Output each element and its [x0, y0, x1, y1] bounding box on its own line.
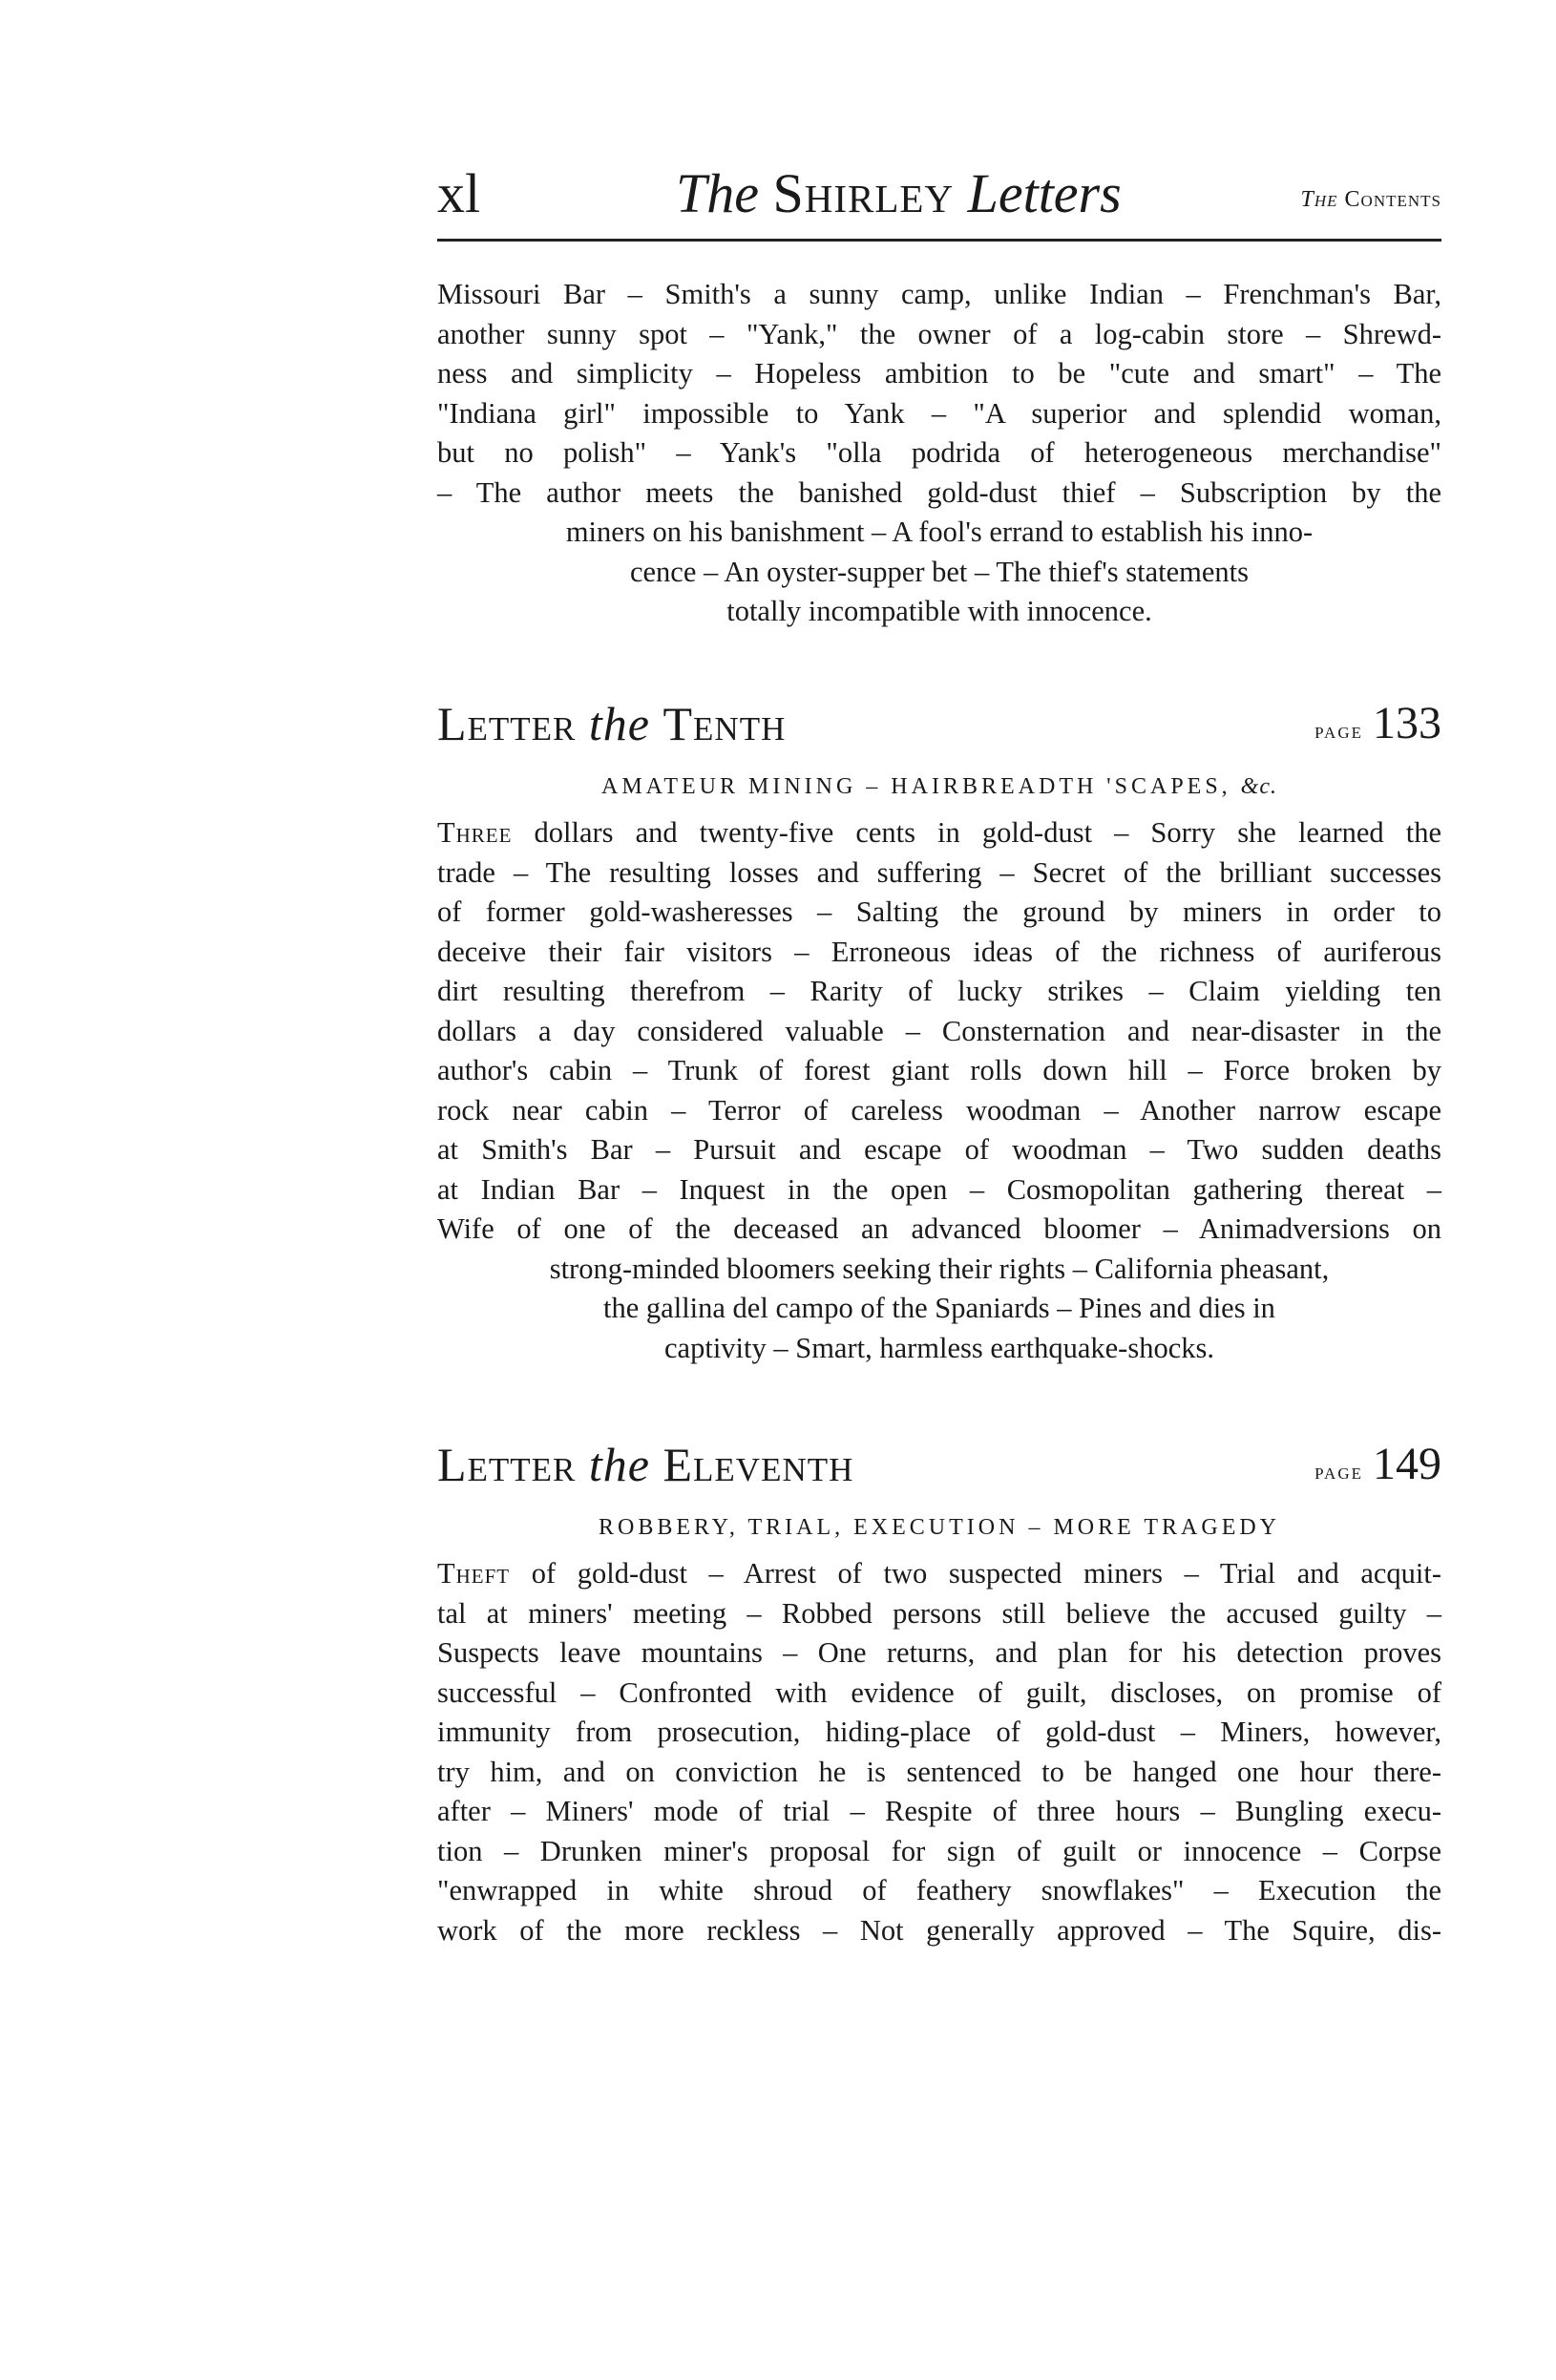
letter-eleventh-page-label: page — [1314, 1460, 1363, 1485]
letter-tenth-heading — [437, 693, 1441, 760]
book-title-shirley: Shirley — [772, 162, 955, 224]
summary-line: "enwrapped in white shroud of feathery snowflakes" – Execution the — [437, 1874, 1441, 1906]
summary-line: Suspects leave mountains – One returns, and plan for his detection proves — [437, 1636, 1441, 1669]
letter-eleventh-subtitle — [437, 1512, 1441, 1543]
summary-line: immunity from prosecution, hiding-place of gold-dust – Miners, however, — [437, 1716, 1441, 1748]
letter-eleventh-lead-word: Theft — [437, 1557, 511, 1590]
summary-line: work of the more reckless – Not generally approved – The Squire, dis- — [437, 1913, 1441, 1947]
letter-eleventh-word-the: the — [588, 1438, 650, 1491]
summary-line: – The author meets the banished gold-dust thief – Subscription by the — [437, 475, 1441, 509]
summary-line: dollars a day considered valuable – Consternation and near-disaster in the — [437, 1014, 1441, 1047]
letter-tenth-page-ref — [1314, 693, 1441, 765]
summary-line: deceive their fair visitors – Erroneous ideas of the richness of auriferous — [437, 935, 1441, 968]
book-title-letters: Letters — [967, 162, 1122, 224]
intro-centered-lines — [437, 513, 1441, 632]
letter-eleventh-page-ref — [1314, 1434, 1441, 1506]
summary-line: strong-minded bloomers seeking their rights – California pheasant, — [549, 1252, 1330, 1285]
summary-line: ness and simplicity – Hopeless ambition to be "cute and smart" – The — [437, 357, 1441, 390]
letter-tenth-justified-lines — [437, 813, 1441, 1250]
section-name-the: The — [1300, 187, 1338, 212]
summary-line: cence – An oyster-supper bet – The thief's statements — [629, 555, 1250, 588]
intro-summary — [437, 275, 1441, 632]
summary-line: captivity – Smart, harmless earthquake-shocks. — [664, 1331, 1214, 1364]
letter-tenth-subtitle-etc: &c. — [1240, 774, 1277, 799]
summary-line: tion – Drunken miner's proposal for sign of guilt or innocence – Corpse — [437, 1834, 1441, 1867]
letter-eleventh-justified-lines — [437, 1554, 1441, 1950]
summary-line: at Indian Bar – Inquest in the open – Cosmopolitan gathering thereat – — [437, 1172, 1441, 1206]
page-number: xl — [437, 162, 481, 224]
letter-tenth-word-the: the — [588, 697, 650, 750]
letter-eleventh-subtitle-text: ROBBERY, TRIAL, EXECUTION – MORE TRAGEDY — [598, 1515, 1281, 1540]
summary-line: author's cabin – Trunk of forest giant rolls down hill – Force broken by — [437, 1054, 1441, 1086]
summary-line: Missouri Bar – Smith's a sunny camp, unlike Indian – Frenchman's Bar, — [437, 278, 1441, 310]
letter-eleventh-heading — [437, 1434, 1441, 1501]
summary-line: but no polish" – Yank's "olla podrida of heterogeneous merchandise" — [437, 436, 1441, 469]
intro-justified-lines — [437, 275, 1441, 513]
summary-line: trade – The resulting losses and suffering – Secret of the brilliant successes — [437, 855, 1441, 889]
summary-line-rest: dollars and twenty-five cents in gold-dust – Sorry she learned the — [512, 816, 1441, 849]
summary-line: "Indiana girl" impossible to Yank – "A superior and splendid woman, — [437, 396, 1441, 430]
letter-tenth-summary — [437, 813, 1441, 1368]
letter-eleventh-page-number: 149 — [1373, 1439, 1441, 1489]
book-title — [676, 160, 1122, 227]
letter-tenth-page-number: 133 — [1373, 698, 1441, 748]
letter-eleventh-word-ordinal: Eleventh — [662, 1438, 854, 1491]
book-title-the: The — [676, 162, 759, 224]
summary-line: another sunny spot – "Yank," the owner of a log-cabin store – Shrewd- — [437, 317, 1441, 350]
letter-tenth-subtitle-text: AMATEUR MINING – HAIRBREADTH 'SCAPES, — [600, 774, 1231, 799]
summary-line: try him, and on conviction he is sentenced to be hanged one hour there- — [437, 1755, 1441, 1788]
letter-tenth-word-letter: Letter — [437, 697, 577, 750]
summary-line: totally incompatible with innocence. — [726, 595, 1152, 627]
letter-tenth-page-label: page — [1314, 719, 1363, 744]
summary-line: miners on his banishment – A fool's errand to establish his inno- — [565, 516, 1314, 548]
letter-tenth-word-ordinal: Tenth — [662, 697, 787, 750]
summary-line: Wife of one of the deceased an advanced bloomer – Animadversions on — [437, 1212, 1441, 1245]
letter-eleventh-word-letter: Letter — [437, 1438, 577, 1491]
letter-tenth-subtitle — [437, 771, 1441, 802]
summary-line-rest: of gold-dust – Arrest of two suspected miners – Trial and acquit- — [510, 1557, 1441, 1590]
summary-line — [437, 813, 1441, 853]
summary-line — [437, 1554, 1441, 1594]
letter-tenth-centered-lines — [437, 1250, 1441, 1369]
summary-line: dirt resulting therefrom – Rarity of lucky strikes – Claim yielding ten — [437, 975, 1441, 1007]
letter-tenth-lead-word: Three — [437, 816, 513, 849]
summary-line: rock near cabin – Terror of careless woodman – Another narrow escape — [437, 1093, 1441, 1127]
summary-line: the gallina del campo of the Spaniards – Pines and dies in — [603, 1292, 1275, 1324]
running-header — [437, 153, 1441, 242]
summary-line: successful – Confronted with evidence of guilt, discloses, on promise of — [437, 1675, 1441, 1709]
letter-tenth-title — [437, 693, 786, 754]
letter-eleventh-summary — [437, 1554, 1441, 1950]
letter-eleventh-title — [437, 1434, 853, 1495]
section-name-contents: Contents — [1344, 187, 1441, 212]
summary-line: of former gold-washeresses – Salting the ground by miners in order to — [437, 895, 1441, 928]
summary-line: after – Miners' mode of trial – Respite of three hours – Bungling execu- — [437, 1795, 1441, 1827]
summary-line: at Smith's Bar – Pursuit and escape of woodman – Two sudden deaths — [437, 1133, 1441, 1166]
section-name — [1301, 185, 1441, 214]
summary-line: tal at miners' meeting – Robbed persons still believe the accused guilty – — [437, 1596, 1441, 1630]
